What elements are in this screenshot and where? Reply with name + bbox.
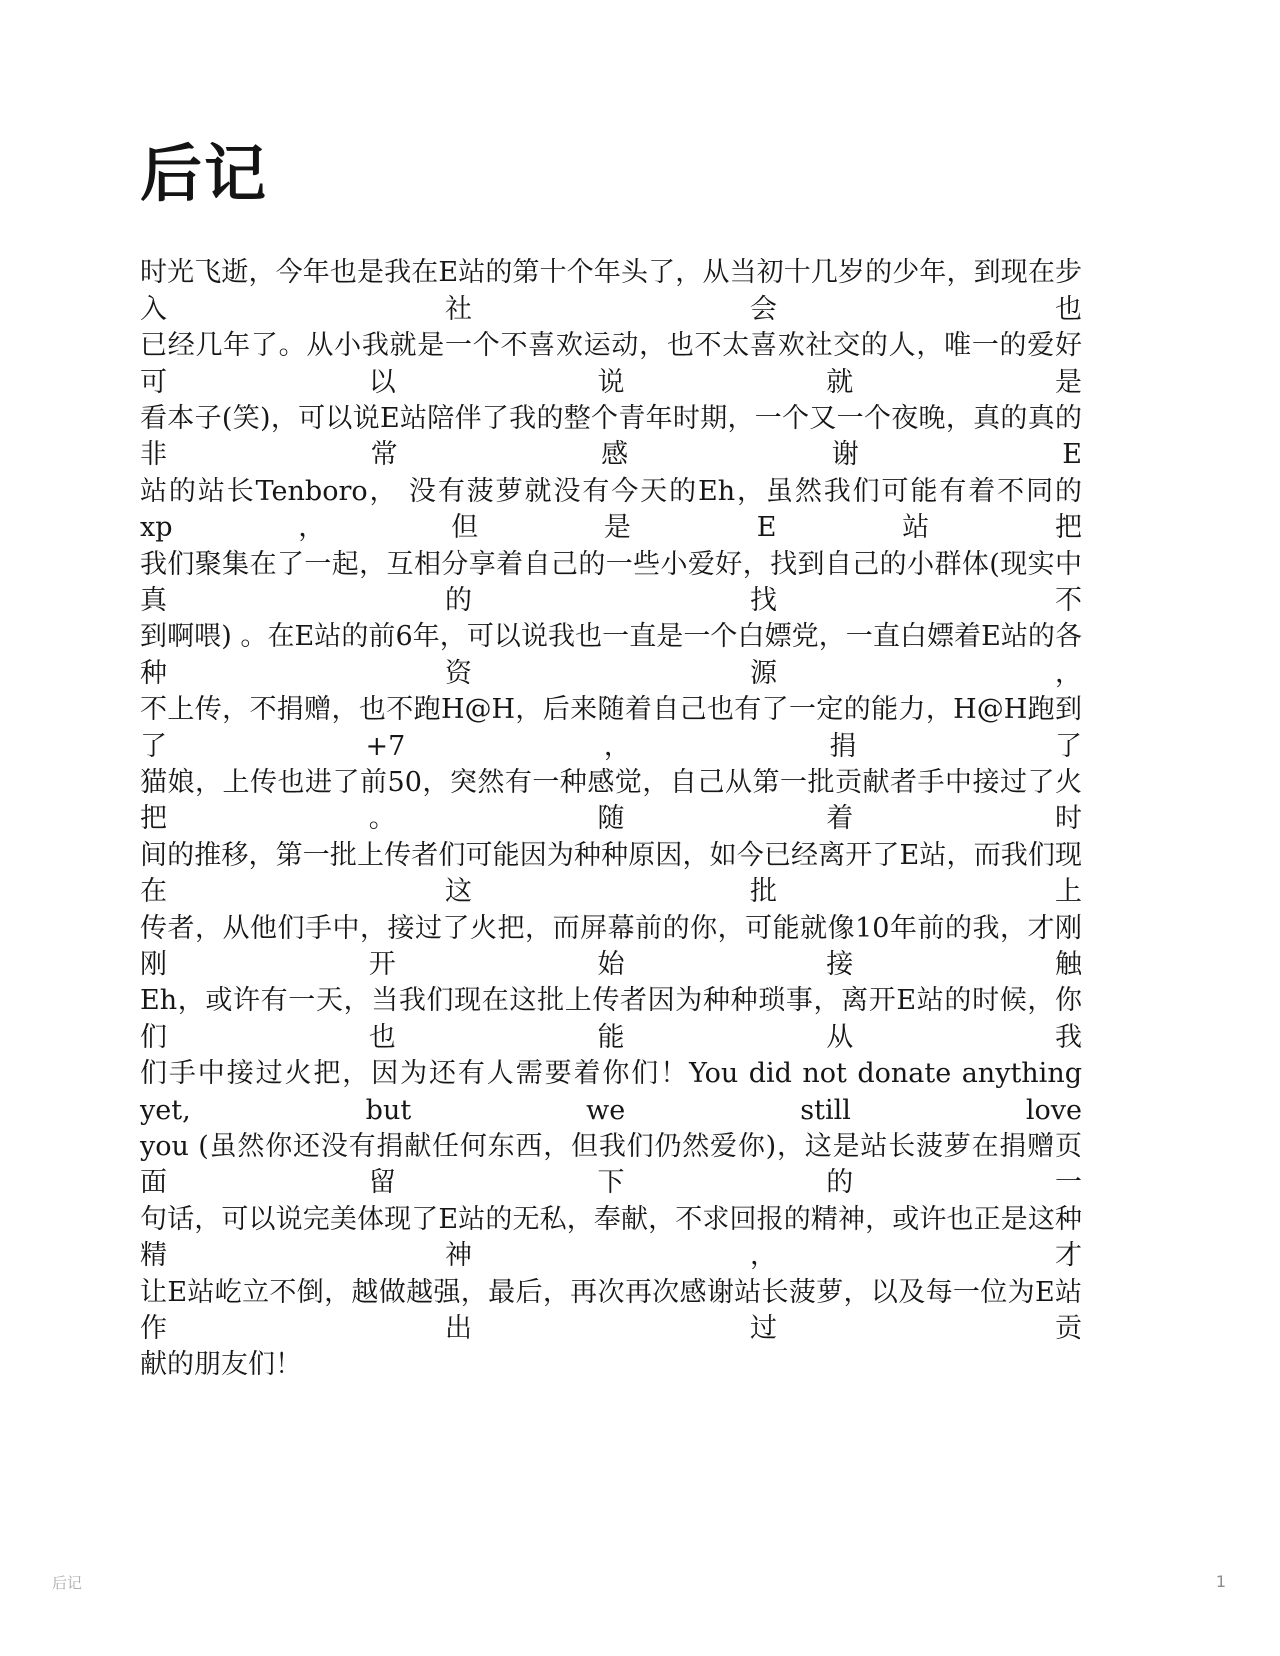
paragraph-line: 已经几年了。从小我就是一个不喜欢运动，也不太喜欢社交的人，唯一的爱好可以说就是 (140, 330, 1082, 398)
paragraph-line: 站的站长Tenboro， 没有菠萝就没有今天的Eh，虽然我们可能有着不同的xp，但是E站把 (140, 475, 1082, 544)
paragraph-line: 看本子(笑)，可以说E站陪伴了我的整个青年时期，一个又一个夜晚，真的真的非常感谢E (140, 402, 1082, 471)
page-title: 后记 (140, 137, 269, 210)
paragraph-line: 们手中接过火把，因为还有人需要着你们！You did not donate anything yet, but we still love (140, 1058, 1082, 1126)
page-content (140, 138, 1082, 1384)
paragraph-line: you (虽然你还没有捐献任何东西，但我们仍然爱你)，这是站长菠萝在捐赠页面留下的一 (140, 1131, 1082, 1199)
paragraph-line: 句话，可以说完美体现了E站的无私，奉献，不求回报的精神，或许也正是这种精神，才 (140, 1203, 1082, 1272)
paragraph-line: 猫娘，上传也进了前50，突然有一种感觉，自己从第一批贡献者手中接过了火把。随着时 (140, 766, 1082, 835)
paragraph-line: 到啊喂) 。在E站的前6年，可以说我也一直是一个白嫖党，一直白嫖着E站的各种资源， (140, 621, 1082, 689)
footer-section-label: 后记 (52, 1574, 83, 1592)
paragraph-line: 间的推移，第一批上传者们可能因为种种原因，如今已经离开了E站，而我们现在这批上 (140, 839, 1082, 908)
paragraph-line: 不上传，不捐赠，也不跑H@H，后来随着自己也有了一定的能力，H@H跑到了+7，捐了 (140, 694, 1082, 762)
paragraph-line: 献的朋友们！ (140, 1349, 302, 1381)
page-footer (0, 1572, 1280, 1602)
paragraph-line: 传者，从他们手中，接过了火把，而屏幕前的你，可能就像10年前的我，才刚刚开始接触 (140, 912, 1082, 981)
body-paragraph (140, 255, 1082, 1384)
paragraph-line: 我们聚集在了一起，互相分享着自己的一些小爱好，找到自己的小群体(现实中真的找不 (140, 548, 1082, 616)
paragraph-line: Eh，或许有一天，当我们现在这批上传者因为种种琐事，离开E站的时候，你们也能从我 (140, 985, 1082, 1053)
footer-page-number: 1 (1215, 1572, 1226, 1591)
paragraph-line: 时光飞逝，今年也是我在E站的第十个年头了，从当初十几岁的少年，到现在步入社会也 (140, 257, 1082, 325)
paragraph-line: 让E站屹立不倒，越做越强，最后，再次再次感谢站长菠萝，以及每一位为E站作出过贡 (140, 1276, 1082, 1345)
